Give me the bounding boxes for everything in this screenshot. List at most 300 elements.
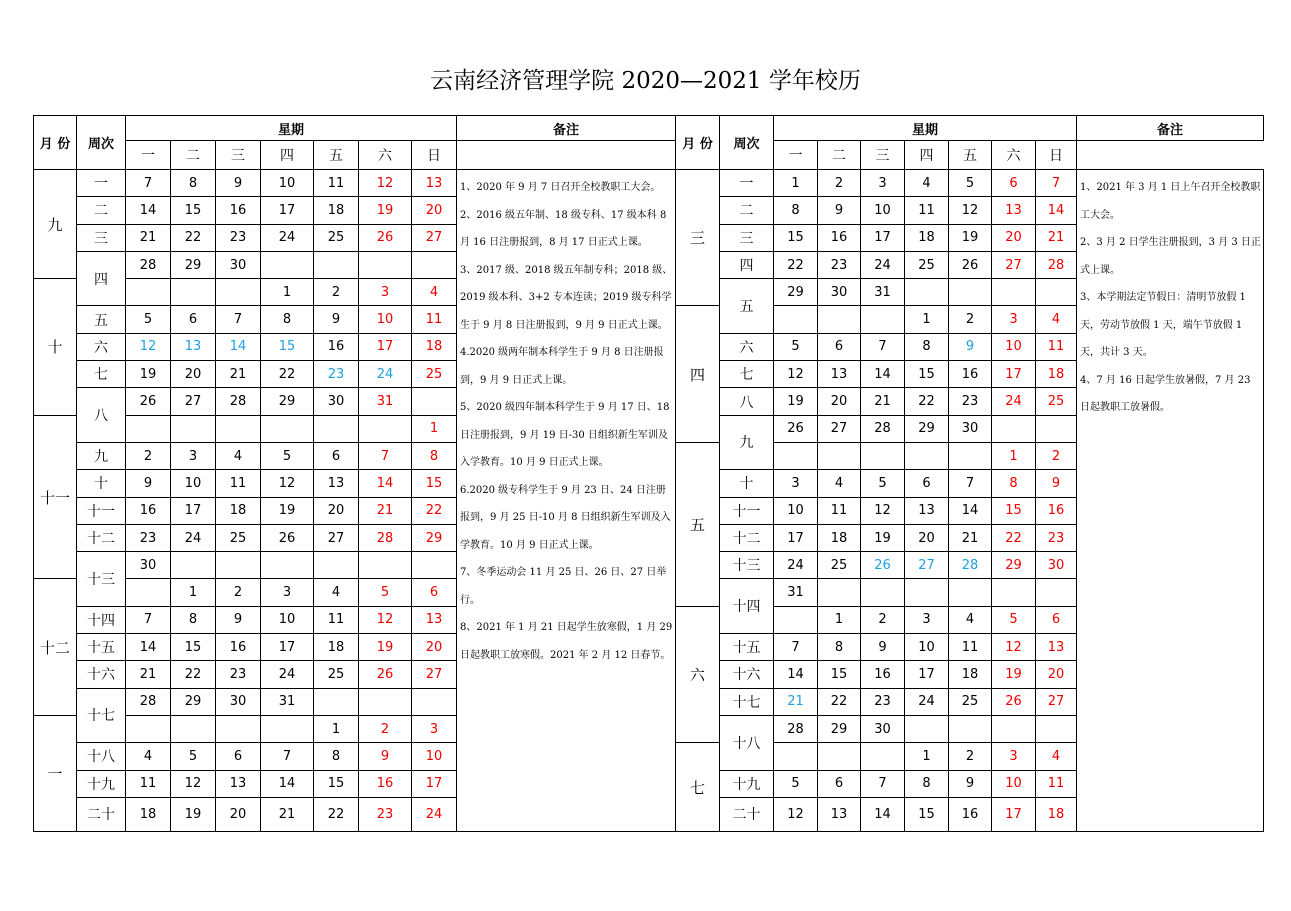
week-number: 六	[720, 333, 774, 360]
empty-day-cell	[126, 279, 171, 306]
day-cell: 6	[412, 579, 457, 606]
day-cell: 5	[171, 743, 216, 770]
week-number: 二	[77, 197, 126, 224]
day-cell: 1	[774, 170, 818, 197]
remark-item: 5、2020 级四年制本科学生于 9 月 17 日、18 日注册报到，9 月 19 日-30 日组织新生军训及入学教育。10 月 9 日正式上课。	[460, 402, 670, 468]
remark-item: 1、2021 年 3 月 1 日上午召开全校教职工大会。	[1080, 182, 1261, 221]
day-cell: 1	[905, 306, 949, 333]
day-cell: 21	[1036, 224, 1077, 251]
week-number: 六	[77, 333, 126, 360]
day-cell: 29	[774, 279, 818, 306]
month-label: 三	[676, 170, 720, 306]
week-number: 一	[77, 170, 126, 197]
day-cell: 2	[818, 170, 861, 197]
day-cell: 26	[992, 688, 1036, 715]
calendar-first-semester	[33, 115, 676, 832]
empty-day-cell	[774, 306, 818, 333]
day-cell: 30	[818, 279, 861, 306]
day-cell: 27	[314, 524, 359, 551]
week-number: 十二	[720, 524, 774, 551]
empty-day-cell	[261, 415, 314, 442]
day-cell: 21	[126, 661, 171, 688]
day-cell: 16	[949, 361, 992, 388]
remark-item: 1、2020 年 9 月 7 日召开全校教职工大会。	[460, 182, 661, 193]
day-cell: 3	[861, 170, 905, 197]
day-cell: 9	[861, 634, 905, 661]
day-cell: 15	[905, 361, 949, 388]
day-cell: 8	[774, 197, 818, 224]
empty-day-cell	[261, 552, 314, 579]
day-cell: 2	[1036, 442, 1077, 469]
day-cell: 1	[992, 442, 1036, 469]
day-cell: 12	[992, 634, 1036, 661]
remark-item: 3、本学期法定节假日：清明节放假 1 天，劳动节放假 1 天，端午节放假 1 天，共计 3 天。	[1080, 292, 1246, 358]
day-cell: 5	[126, 306, 171, 333]
day-cell: 13	[314, 470, 359, 497]
day-cell: 10	[359, 306, 412, 333]
empty-day-cell	[216, 552, 261, 579]
day-cell: 2	[126, 442, 171, 469]
empty-day-cell	[992, 279, 1036, 306]
day-cell: 21	[359, 497, 412, 524]
day-cell: 23	[861, 688, 905, 715]
empty-day-cell	[412, 552, 457, 579]
day-cell: 18	[126, 797, 171, 831]
month-label: 九	[34, 170, 77, 279]
month-label: 五	[676, 442, 720, 606]
day-cell: 22	[171, 661, 216, 688]
day-cell: 17	[992, 361, 1036, 388]
day-cell: 31	[861, 279, 905, 306]
day-cell: 29	[412, 524, 457, 551]
empty-day-cell	[126, 415, 171, 442]
week-number: 十四	[77, 606, 126, 633]
week-number: 十五	[720, 634, 774, 661]
day-cell: 24	[261, 224, 314, 251]
day-cell: 13	[992, 197, 1036, 224]
day-cell: 3	[412, 715, 457, 742]
day-cell: 21	[126, 224, 171, 251]
day-cell: 10	[861, 197, 905, 224]
day-cell: 11	[126, 770, 171, 797]
weekday-header: 二	[171, 141, 216, 170]
day-cell: 18	[314, 197, 359, 224]
day-cell: 20	[412, 634, 457, 661]
day-cell: 22	[774, 251, 818, 278]
day-cell: 13	[905, 497, 949, 524]
calendar-second-semester	[675, 115, 1264, 832]
day-cell: 19	[861, 524, 905, 551]
day-cell: 7	[861, 770, 905, 797]
day-cell: 6	[905, 470, 949, 497]
empty-day-cell	[314, 415, 359, 442]
day-cell: 18	[216, 497, 261, 524]
day-cell: 3	[992, 743, 1036, 770]
remarks-header: 备注	[457, 116, 676, 141]
empty-day-cell	[992, 715, 1036, 742]
day-cell: 17	[861, 224, 905, 251]
day-cell: 28	[126, 688, 171, 715]
day-cell: 28	[216, 388, 261, 415]
day-cell: 14	[1036, 197, 1077, 224]
week-number: 十六	[77, 661, 126, 688]
calendar-body	[676, 170, 1264, 832]
calendar-body	[34, 170, 676, 832]
day-cell: 12	[126, 333, 171, 360]
day-cell: 19	[171, 797, 216, 831]
week-number: 二	[720, 197, 774, 224]
day-cell: 6	[818, 770, 861, 797]
week-number: 四	[77, 251, 126, 306]
week-number: 五	[77, 306, 126, 333]
day-cell: 8	[171, 606, 216, 633]
day-cell: 22	[412, 497, 457, 524]
day-cell: 7	[861, 333, 905, 360]
day-cell: 16	[949, 797, 992, 831]
empty-day-cell	[314, 251, 359, 278]
day-cell: 18	[1036, 361, 1077, 388]
day-cell: 17	[905, 661, 949, 688]
day-cell: 3	[359, 279, 412, 306]
day-cell: 24	[412, 797, 457, 831]
day-cell: 1	[818, 606, 861, 633]
weekday-header: 六	[359, 141, 412, 170]
remark-item: 8、2021 年 1 月 21 日起学生放寒假，1 月 29 日起教职工放寒假。2021 年 2 月 12 日春节。	[460, 622, 673, 661]
day-cell: 27	[412, 224, 457, 251]
empty-day-cell	[949, 715, 992, 742]
empty-day-cell	[216, 415, 261, 442]
day-cell: 25	[949, 688, 992, 715]
day-cell: 10	[905, 634, 949, 661]
day-cell: 17	[171, 497, 216, 524]
empty-day-cell	[314, 552, 359, 579]
day-cell: 14	[949, 497, 992, 524]
day-cell: 19	[261, 497, 314, 524]
day-cell: 14	[216, 333, 261, 360]
day-cell: 26	[774, 415, 818, 442]
day-cell: 23	[818, 251, 861, 278]
day-cell: 28	[949, 552, 992, 579]
day-cell: 2	[359, 715, 412, 742]
day-cell: 12	[359, 170, 412, 197]
day-cell: 19	[359, 634, 412, 661]
empty-day-cell	[359, 415, 412, 442]
day-cell: 5	[774, 770, 818, 797]
day-cell: 24	[261, 661, 314, 688]
empty-day-cell	[905, 579, 949, 606]
day-cell: 8	[314, 743, 359, 770]
day-cell: 17	[261, 634, 314, 661]
empty-day-cell	[171, 552, 216, 579]
day-cell: 22	[992, 524, 1036, 551]
day-cell: 2	[949, 306, 992, 333]
day-cell: 25	[905, 251, 949, 278]
day-cell: 20	[412, 197, 457, 224]
day-cell: 10	[992, 333, 1036, 360]
empty-day-cell	[949, 579, 992, 606]
week-number: 十三	[720, 552, 774, 579]
empty-day-cell	[216, 715, 261, 742]
day-cell: 18	[1036, 797, 1077, 831]
day-cell: 2	[216, 579, 261, 606]
day-cell: 5	[949, 170, 992, 197]
day-cell: 23	[949, 388, 992, 415]
weekdays-group-header: 星期	[774, 116, 1077, 141]
empty-day-cell	[818, 306, 861, 333]
day-cell: 22	[261, 361, 314, 388]
day-cell: 2	[314, 279, 359, 306]
day-cell: 11	[905, 197, 949, 224]
week-header: 周次	[720, 116, 774, 170]
day-cell: 3	[774, 470, 818, 497]
day-cell: 15	[171, 197, 216, 224]
day-cell: 29	[261, 388, 314, 415]
day-cell: 20	[1036, 661, 1077, 688]
week-header: 周次	[77, 116, 126, 170]
day-cell: 27	[992, 251, 1036, 278]
day-cell: 3	[171, 442, 216, 469]
remark-item: 6.2020 级专科学生于 9 月 23 日、24 日注册报到，9 月 25 日-10 月 8 日组织新生军训及入学教育。10 月 9 日正式上课。	[460, 484, 671, 551]
weekday-header: 三	[861, 141, 905, 170]
day-cell: 11	[412, 306, 457, 333]
day-cell: 12	[261, 470, 314, 497]
day-cell: 17	[261, 197, 314, 224]
day-cell: 13	[818, 361, 861, 388]
day-cell: 2	[949, 743, 992, 770]
day-cell: 7	[126, 606, 171, 633]
day-cell: 16	[216, 634, 261, 661]
day-cell: 10	[261, 170, 314, 197]
day-cell: 24	[992, 388, 1036, 415]
week-number: 十九	[77, 770, 126, 797]
week-row	[34, 170, 676, 197]
month-label: 六	[676, 606, 720, 742]
weekday-header: 五	[314, 141, 359, 170]
day-cell: 26	[949, 251, 992, 278]
day-cell: 11	[1036, 333, 1077, 360]
day-cell: 12	[861, 497, 905, 524]
empty-day-cell	[171, 715, 216, 742]
weekday-header: 六	[992, 141, 1036, 170]
empty-day-cell	[1036, 279, 1077, 306]
weekday-header: 四	[261, 141, 314, 170]
day-cell: 21	[949, 524, 992, 551]
empty-day-cell	[949, 279, 992, 306]
empty-day-cell	[818, 579, 861, 606]
week-row	[676, 170, 1264, 197]
day-cell: 26	[126, 388, 171, 415]
day-cell: 13	[412, 606, 457, 633]
weekday-header: 一	[126, 141, 171, 170]
day-cell: 25	[314, 224, 359, 251]
day-cell: 17	[412, 770, 457, 797]
day-cell: 23	[216, 661, 261, 688]
day-cell: 24	[861, 251, 905, 278]
empty-day-cell	[126, 715, 171, 742]
day-cell: 20	[992, 224, 1036, 251]
day-cell: 17	[992, 797, 1036, 831]
day-cell: 9	[126, 470, 171, 497]
empty-day-cell	[359, 251, 412, 278]
empty-day-cell	[905, 442, 949, 469]
week-number: 十	[77, 470, 126, 497]
day-cell: 14	[126, 634, 171, 661]
day-cell: 31	[359, 388, 412, 415]
day-cell: 13	[818, 797, 861, 831]
day-cell: 6	[314, 442, 359, 469]
day-cell: 13	[1036, 634, 1077, 661]
week-number: 十五	[77, 634, 126, 661]
day-cell: 7	[261, 743, 314, 770]
day-cell: 27	[412, 661, 457, 688]
day-cell: 9	[1036, 470, 1077, 497]
empty-day-cell	[126, 579, 171, 606]
day-cell: 10	[412, 743, 457, 770]
month-header: 月 份	[676, 116, 720, 170]
empty-day-cell	[905, 279, 949, 306]
day-cell: 18	[818, 524, 861, 551]
day-cell: 6	[992, 170, 1036, 197]
day-cell: 15	[314, 770, 359, 797]
day-cell: 22	[905, 388, 949, 415]
empty-day-cell	[861, 306, 905, 333]
day-cell: 18	[949, 661, 992, 688]
day-cell: 26	[359, 224, 412, 251]
page-title: 云南经济管理学院 2020—2021 学年校历	[430, 68, 861, 94]
day-cell: 8	[905, 770, 949, 797]
day-cell: 20	[216, 797, 261, 831]
day-cell: 19	[359, 197, 412, 224]
week-number: 十二	[77, 524, 126, 551]
day-cell: 6	[216, 743, 261, 770]
empty-day-cell	[261, 251, 314, 278]
day-cell: 14	[861, 361, 905, 388]
calendar-header	[34, 116, 676, 170]
day-cell: 4	[1036, 743, 1077, 770]
day-cell: 15	[261, 333, 314, 360]
day-cell: 20	[314, 497, 359, 524]
week-number: 二十	[720, 797, 774, 831]
day-cell: 25	[818, 552, 861, 579]
day-cell: 5	[774, 333, 818, 360]
empty-day-cell	[216, 279, 261, 306]
day-cell: 21	[861, 388, 905, 415]
day-cell: 11	[949, 634, 992, 661]
day-cell: 16	[216, 197, 261, 224]
empty-day-cell	[412, 388, 457, 415]
weekday-header: 三	[216, 141, 261, 170]
day-cell: 4	[216, 442, 261, 469]
day-cell: 26	[261, 524, 314, 551]
day-cell: 29	[992, 552, 1036, 579]
day-cell: 12	[949, 197, 992, 224]
day-cell: 27	[171, 388, 216, 415]
day-cell: 16	[861, 661, 905, 688]
empty-day-cell	[861, 442, 905, 469]
day-cell: 16	[1036, 497, 1077, 524]
day-cell: 7	[216, 306, 261, 333]
day-cell: 30	[949, 415, 992, 442]
day-cell: 16	[818, 224, 861, 251]
day-cell: 30	[126, 552, 171, 579]
day-cell: 22	[171, 224, 216, 251]
day-cell: 16	[126, 497, 171, 524]
week-number: 五	[720, 279, 774, 334]
day-cell: 4	[818, 470, 861, 497]
day-cell: 25	[216, 524, 261, 551]
week-number: 十三	[77, 552, 126, 607]
week-number: 十一	[720, 497, 774, 524]
remark-item: 3、2017 级、2018 级五年制专科；2018 级、2019 级本科、3+2 专本连读；2019 级专科学生于 9 月 8 日注册报到，9 月 9 日正式上课。	[460, 264, 673, 331]
day-cell: 5	[261, 442, 314, 469]
day-cell: 8	[818, 634, 861, 661]
day-cell: 20	[171, 361, 216, 388]
day-cell: 4	[905, 170, 949, 197]
week-number: 八	[720, 388, 774, 415]
day-cell: 4	[412, 279, 457, 306]
day-cell: 1	[171, 579, 216, 606]
week-number: 九	[720, 415, 774, 470]
day-cell: 29	[905, 415, 949, 442]
day-cell: 1	[261, 279, 314, 306]
day-cell: 26	[359, 661, 412, 688]
day-cell: 12	[359, 606, 412, 633]
day-cell: 21	[216, 361, 261, 388]
day-cell: 5	[992, 606, 1036, 633]
day-cell: 4	[1036, 306, 1077, 333]
day-cell: 14	[861, 797, 905, 831]
day-cell: 7	[359, 442, 412, 469]
day-cell: 1	[905, 743, 949, 770]
weekday-header: 日	[412, 141, 457, 170]
weekdays-group-header: 星期	[126, 116, 457, 141]
empty-day-cell	[861, 579, 905, 606]
empty-day-cell	[412, 688, 457, 715]
day-cell: 21	[774, 688, 818, 715]
day-cell: 3	[992, 306, 1036, 333]
day-cell: 9	[216, 606, 261, 633]
weekday-header: 二	[818, 141, 861, 170]
empty-day-cell	[861, 743, 905, 770]
week-number: 十九	[720, 770, 774, 797]
empty-day-cell	[905, 715, 949, 742]
empty-day-cell	[412, 251, 457, 278]
day-cell: 15	[171, 634, 216, 661]
month-label: 十一	[34, 415, 77, 579]
day-cell: 8	[171, 170, 216, 197]
day-cell: 14	[359, 470, 412, 497]
month-label: 十二	[34, 579, 77, 715]
month-label: 四	[676, 306, 720, 442]
day-cell: 23	[1036, 524, 1077, 551]
week-number: 四	[720, 251, 774, 278]
week-number: 十六	[720, 661, 774, 688]
day-cell: 20	[818, 388, 861, 415]
empty-day-cell	[992, 579, 1036, 606]
day-cell: 12	[774, 361, 818, 388]
day-cell: 15	[818, 661, 861, 688]
empty-day-cell	[314, 688, 359, 715]
week-number: 一	[720, 170, 774, 197]
day-cell: 29	[171, 251, 216, 278]
empty-day-cell	[818, 743, 861, 770]
day-cell: 11	[818, 497, 861, 524]
calendar-header	[676, 116, 1264, 170]
day-cell: 13	[216, 770, 261, 797]
day-cell: 25	[314, 661, 359, 688]
empty-day-cell	[171, 279, 216, 306]
weekday-header: 四	[905, 141, 949, 170]
